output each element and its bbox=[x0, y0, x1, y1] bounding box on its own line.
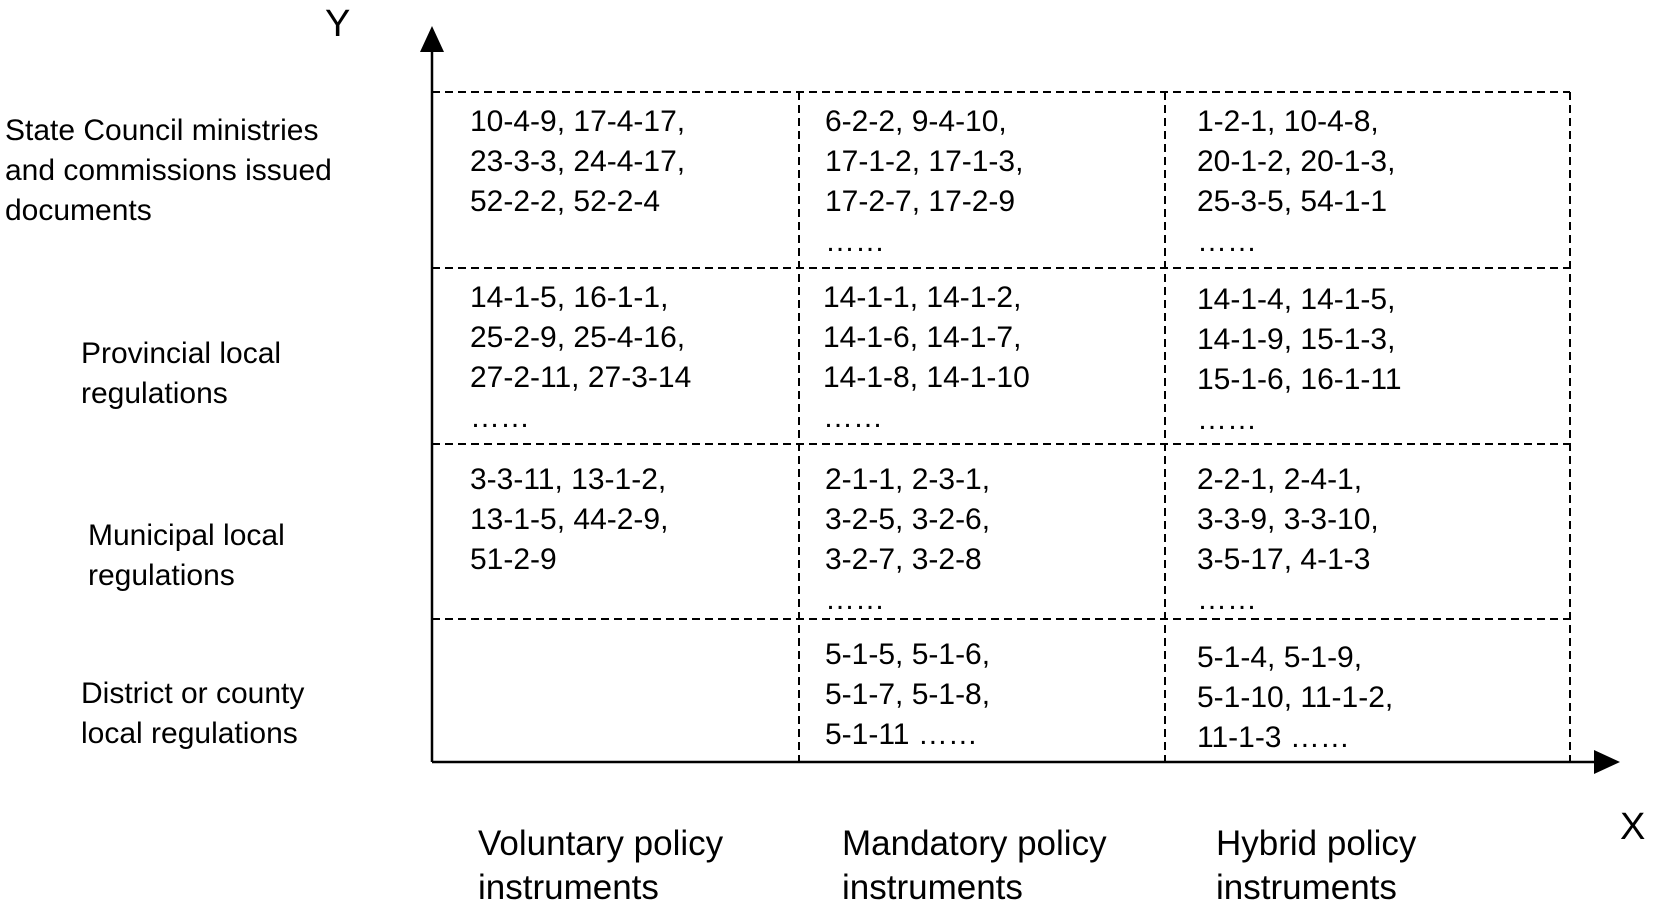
cell-district-mandatory: 5-1-5, 5-1-6, 5-1-7, 5-1-8, 5-1-11 …… bbox=[825, 638, 991, 751]
col-label-voluntary: Voluntary policy instruments bbox=[478, 824, 724, 907]
cell-state-council-hybrid: 1-2-1, 10-4-8, 20-1-2, 20-1-3, 25-3-5, 54-1-1 …… bbox=[1197, 105, 1396, 258]
y-axis-letter: Y bbox=[325, 3, 351, 45]
row-label-state-council: State Council ministries and commissions issued documents bbox=[5, 114, 332, 227]
x-axis-arrow-icon bbox=[1594, 750, 1620, 774]
col-label-mandatory: Mandatory policy instruments bbox=[842, 824, 1107, 907]
y-axis-arrow-icon bbox=[420, 26, 444, 52]
cell-district-hybrid: 5-1-4, 5-1-9, 5-1-10, 11-1-2, 11-1-3 …… bbox=[1197, 641, 1394, 754]
x-axis-letter: X bbox=[1620, 806, 1646, 848]
cell-provincial-voluntary: 14-1-5, 16-1-1, 25-2-9, 25-4-16, 27-2-11, 27-3-14 …… bbox=[470, 281, 692, 434]
cell-provincial-mandatory: 14-1-1, 14-1-2, 14-1-6, 14-1-7, 14-1-8, 14-1-10 …… bbox=[823, 281, 1030, 434]
cell-municipal-mandatory: 2-1-1, 2-3-1, 3-2-5, 3-2-6, 3-2-7, 3-2-8 …… bbox=[825, 463, 991, 616]
cell-state-council-mandatory: 6-2-2, 9-4-10, 17-1-2, 17-1-3, 17-2-7, 17-2-9 …… bbox=[825, 105, 1024, 258]
cell-provincial-hybrid: 14-1-4, 14-1-5, 14-1-9, 15-1-3, 15-1-6, 16-1-11 …… bbox=[1197, 283, 1402, 436]
row-label-provincial: Provincial local regulations bbox=[81, 337, 282, 410]
cell-municipal-hybrid: 2-2-1, 2-4-1, 3-3-9, 3-3-10, 3-5-17, 4-1-3 …… bbox=[1197, 463, 1379, 616]
row-label-municipal: Municipal local regulations bbox=[88, 519, 285, 592]
col-label-hybrid: Hybrid policy instruments bbox=[1216, 824, 1417, 907]
row-label-district-county: District or county local regulations bbox=[81, 677, 305, 750]
cell-state-council-voluntary: 10-4-9, 17-4-17, 23-3-3, 24-4-17, 52-2-2, 52-2-4 bbox=[470, 105, 686, 218]
cell-municipal-voluntary: 3-3-11, 13-1-2, 13-1-5, 44-2-9, 51-2-9 bbox=[470, 463, 669, 576]
